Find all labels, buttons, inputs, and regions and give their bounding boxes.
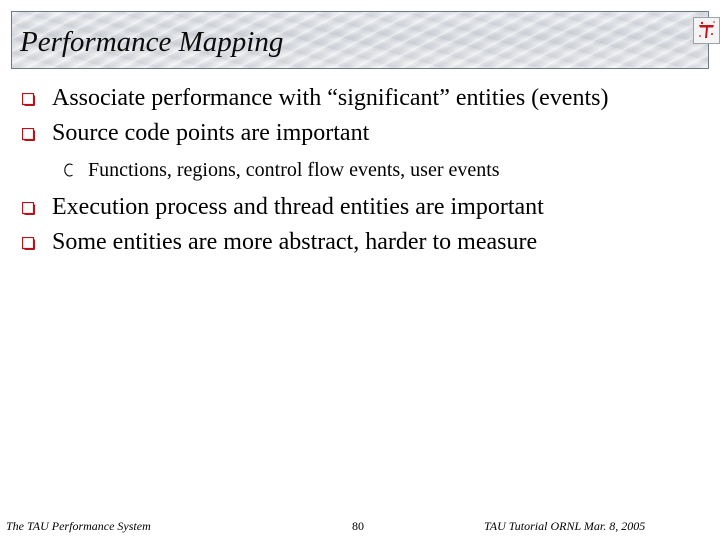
sub-bullet-item: Functions, regions, control flow events, user events [88, 159, 500, 181]
square-bullet-icon [22, 237, 35, 250]
bullet-item: Associate performance with “significant” entities (events) [52, 85, 609, 111]
open-circle-bullet-icon [64, 163, 74, 177]
page-number: 80 [352, 519, 364, 533]
square-bullet-icon [22, 202, 35, 215]
tau-logo-icon [693, 17, 720, 44]
square-bullet-icon [22, 93, 35, 106]
footer-event-date: TAU Tutorial ORNL Mar. 8, 2005 [484, 519, 646, 533]
square-bullet-icon [22, 128, 35, 141]
title-bar [11, 11, 709, 69]
bullet-item: Some entities are more abstract, harder to measure [52, 229, 538, 255]
footer-presentation-name: The TAU Performance System [6, 519, 151, 533]
bullet-item: Execution process and thread entities are important [52, 194, 544, 220]
bullet-item: Source code points are important [52, 120, 370, 146]
slide-title: Performance Mapping [20, 26, 284, 58]
